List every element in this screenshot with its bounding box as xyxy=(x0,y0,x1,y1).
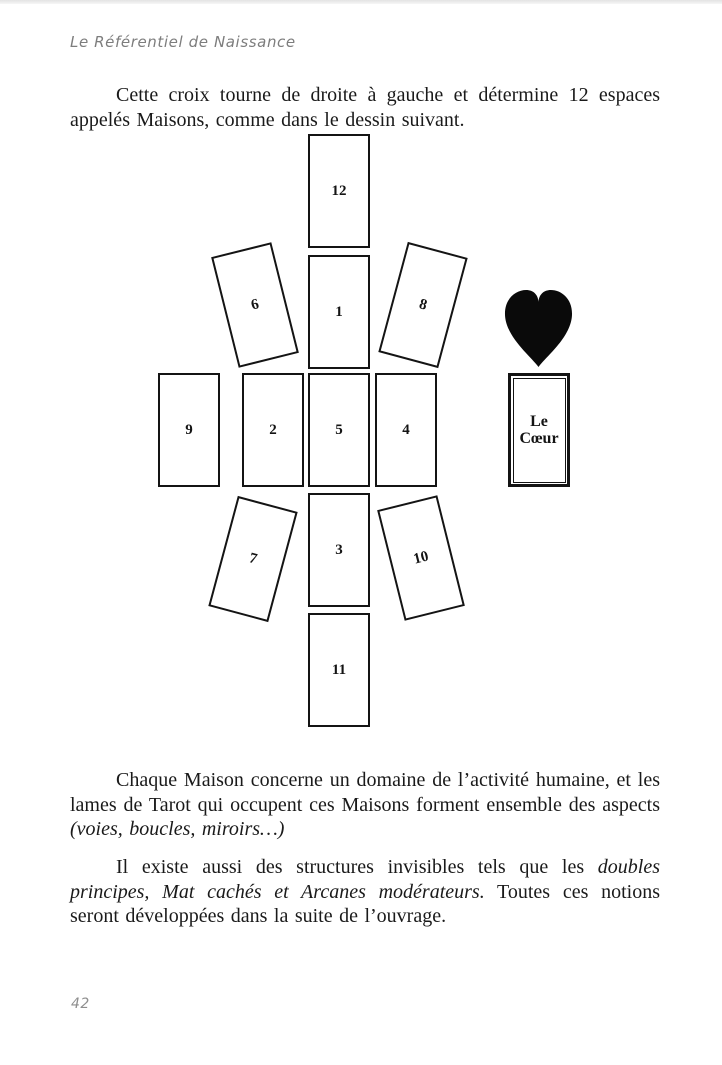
paragraph-intro xyxy=(70,83,660,132)
house-card-8 xyxy=(378,242,467,368)
house-card-9 xyxy=(158,373,220,487)
house-card-7 xyxy=(208,496,297,622)
house-number: 8 xyxy=(417,295,429,314)
page-number: 42 xyxy=(71,996,90,1012)
house-card-5 xyxy=(308,373,370,487)
paragraph-intro-text: Cette croix tourne de droite à gauche et détermine 12 espaces appelés Maisons, comme dans le dessin suivant. xyxy=(70,84,660,131)
heart-card-label xyxy=(519,413,558,447)
house-card-12 xyxy=(308,134,370,248)
house-number: 7 xyxy=(247,549,259,568)
house-card-2 xyxy=(242,373,304,487)
house-card-11 xyxy=(308,613,370,727)
paragraph-maisons xyxy=(70,768,660,842)
paragraph-structures xyxy=(70,855,660,929)
paragraph-structures-end: Toutes ces notions seront développées dans la suite de l’ouvrage. xyxy=(70,880,660,927)
house-card-6 xyxy=(211,242,299,368)
house-number: 11 xyxy=(331,661,347,678)
house-number: 3 xyxy=(335,541,343,558)
paragraph-structures-start: Il existe aussi des structures invisibles tels que les xyxy=(116,856,598,878)
house-number: 10 xyxy=(411,547,431,568)
house-card-10 xyxy=(377,495,465,621)
house-card-1 xyxy=(308,255,370,369)
heart-card xyxy=(508,373,570,487)
paragraph-structures-italic: doubles principes, Mat cachés et Arcanes modérateurs. xyxy=(70,856,660,903)
house-number: 5 xyxy=(335,421,343,438)
paragraph-maisons-text: Chaque Maison concerne un domaine de l’activité humaine, et les lames de Tarot qui occupent ces Maisons forment ensemble des aspects xyxy=(70,769,660,816)
house-number: 6 xyxy=(249,295,261,314)
house-number: 4 xyxy=(402,421,410,438)
page-top-edge xyxy=(0,0,722,4)
running-header: Le Référentiel de Naissance xyxy=(70,33,296,51)
house-card-3 xyxy=(308,493,370,607)
house-card-4 xyxy=(375,373,437,487)
heart-icon xyxy=(503,289,574,368)
paragraph-maisons-italic: (voies, boucles, miroirs…) xyxy=(70,818,285,840)
house-number: 1 xyxy=(335,303,343,320)
house-number: 12 xyxy=(331,182,347,199)
house-number: 2 xyxy=(269,421,277,438)
house-number: 9 xyxy=(185,421,193,438)
heart-card-line1: Le xyxy=(530,413,548,430)
heart-card-line2: Cœur xyxy=(519,430,559,447)
